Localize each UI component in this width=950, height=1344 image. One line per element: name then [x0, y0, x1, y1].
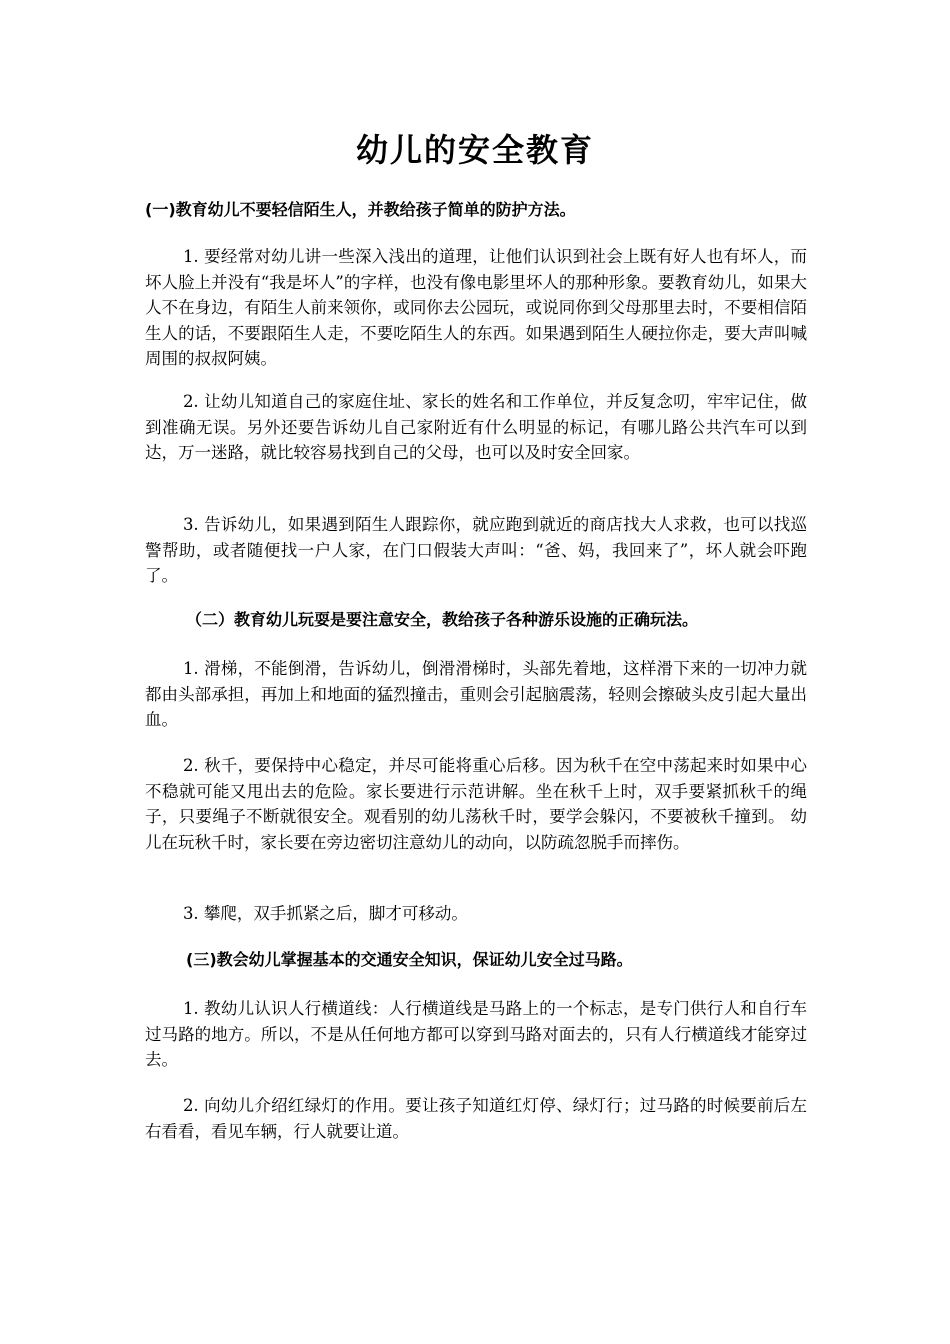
paragraph: 2. 让幼儿知道自己的家庭住址、家长的姓名和工作单位，并反复念叨，牢牢记住，做到准确无误。另外还要告诉幼儿自己家附近有什么明显的标记，有哪儿路公共汽车可以到达，万一迷路，就比较容易找到自己的父母，也可以及时安全回家。 [145, 392, 807, 463]
paragraph: 2. 向幼儿介绍红绿灯的作用。要让孩子知道红灯停、绿灯行；过马路的时候要前后左右看看，看见车辆，行人就要让道。 [145, 1096, 807, 1141]
document-title: 幼儿的安全教育 [355, 131, 594, 169]
paragraph: 1. 要经常对幼儿讲一些深入浅出的道理，让他们认识到社会上既有好人也有坏人，而坏人脸上并没有“我是坏人”的字样，也没有像电影里坏人的那种形象。要教育幼儿，如果大人不在身边，有陌生人前来领你，或同你去公园玩，或说同你到父母那里去时，不要相信陌生人的话，不要跟陌生人走，不要吃陌生人的东西。如果遇到陌生人硬拉你走，要大声叫喊周围的叔叔阿姨。 [145, 247, 807, 369]
paragraph: 2. 秋千，要保持中心稳定，并尽可能将重心后移。因为秋千在空中荡起来时如果中心不稳就可能又甩出去的危险。家长要进行示范讲解。坐在秋千上时，双手要紧抓秋千的绳子，只要绳子不断就很安全。观看别的幼儿荡秋千时，要学会躲闪，不要被秋千撞到。 幼儿在玩秋千时，家长要在旁边密切注意幼儿的动向，以防疏忽脱手而摔伤。 [145, 756, 807, 852]
paragraph: 3. 告诉幼儿，如果遇到陌生人跟踪你，就应跑到就近的商店找大人求救，也可以找巡警帮助，或者随便找一户人家，在门口假装大声叫：“爸、妈，我回来了”，坏人就会吓跑了。 [145, 515, 807, 586]
section-heading-2: （二）教育幼儿玩耍是要注意安全，教给孩子各种游乐设施的正确玩法。 [186, 610, 699, 629]
section-heading-3: (三)教会幼儿掌握基本的交通安全知识，保证幼儿安全过马路。 [186, 950, 633, 969]
section-heading-1: (一)教育幼儿不要轻信陌生人，并教给孩子简单的防护方法。 [145, 200, 576, 219]
paragraph: 1. 滑梯，不能倒滑，告诉幼儿，倒滑滑梯时，头部先着地，这样滑下来的一切冲力就都由头部承担，再加上和地面的猛烈撞击，重则会引起脑震荡，轻则会擦破头皮引起大量出血。 [145, 659, 807, 730]
paragraph: 3. 攀爬，双手抓紧之后，脚才可移动。 [182, 904, 468, 923]
paragraph: 1. 教幼儿认识人行横道线：人行横道线是马路上的一个标志，是专门供行人和自行车过马路的地方。所以，不是从任何地方都可以穿到马路对面去的，只有人行横道线才能穿过去。 [145, 999, 807, 1070]
